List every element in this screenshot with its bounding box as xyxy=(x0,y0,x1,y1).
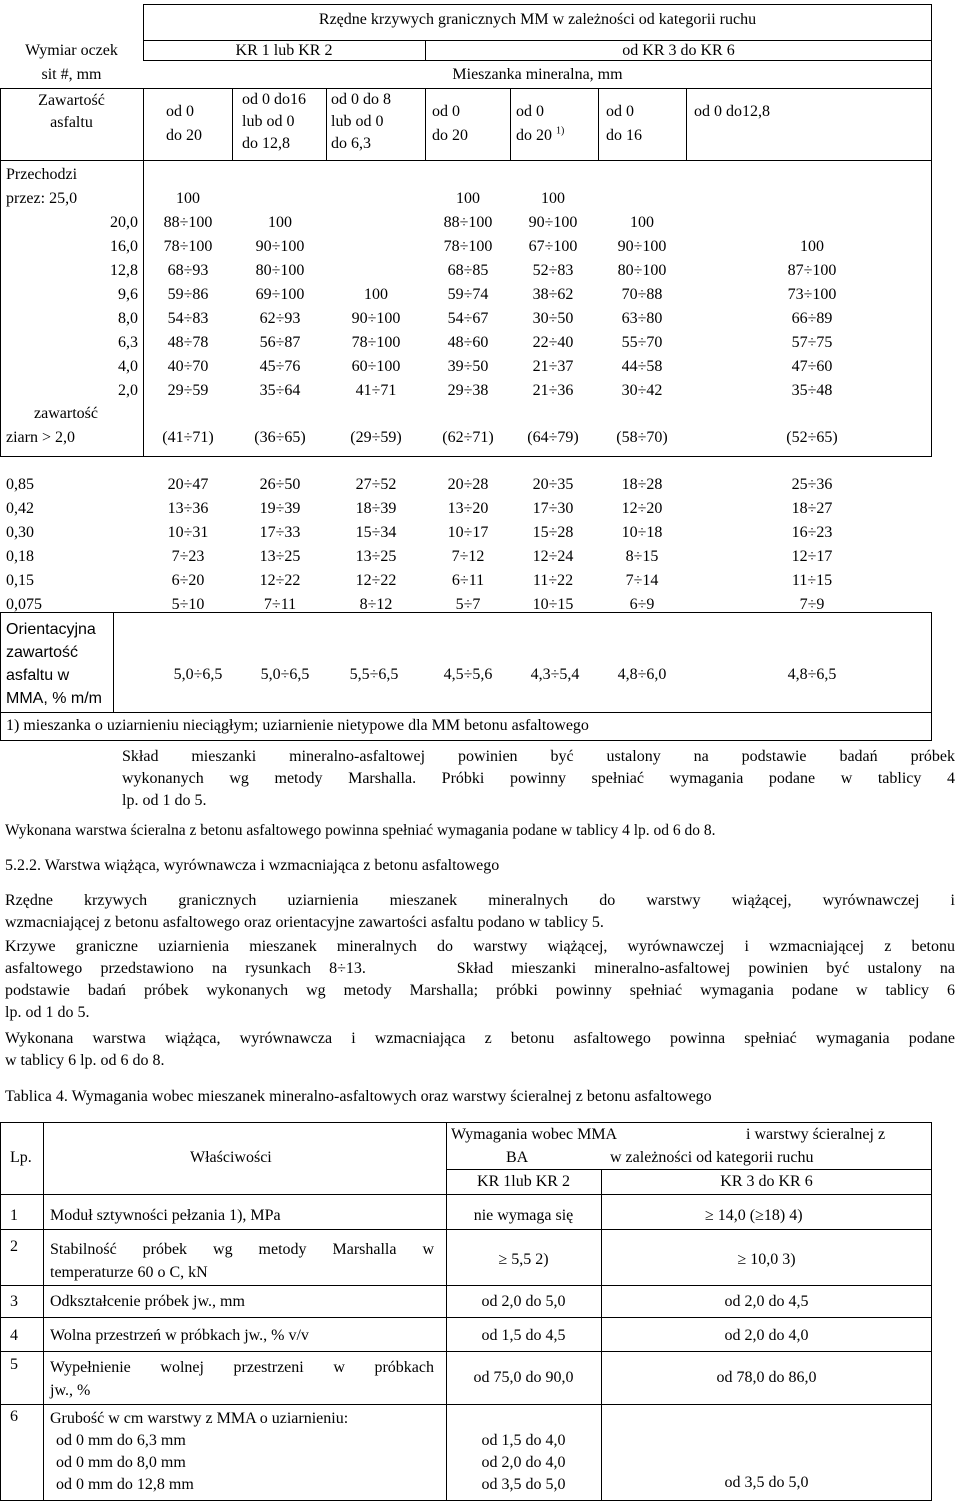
table-cell: 55÷70 xyxy=(621,334,663,351)
row-kr36: od 3,5 do 5,0 xyxy=(724,1474,809,1491)
table-cell: 10÷31 xyxy=(167,524,209,541)
table-footnote: 1) mieszanka o uziarnieniu nieciągłym; uziarnienie nietypowe dla MM betonu asfaltowego xyxy=(6,717,589,734)
table-cell: 69÷100 xyxy=(255,286,305,303)
table-cell: 45÷76 xyxy=(259,358,301,375)
sieve-label: 4,0 xyxy=(118,358,138,375)
header-kr36: KR 3 do KR 6 xyxy=(720,1173,813,1190)
table-cell: 6÷11 xyxy=(451,572,485,589)
table-cell: 80÷100 xyxy=(255,262,305,279)
row-kr36: ≥ 10,0 3) xyxy=(737,1251,796,1268)
table-cell: 7÷23 xyxy=(171,548,205,565)
sieve-label: 2,0 xyxy=(118,382,138,399)
table-cell: 78÷100 xyxy=(351,334,401,351)
passes-label-1: Przechodzi xyxy=(6,166,78,183)
row-kr12: od 1,5 do 4,0 od 2,0 do 4,0 od 3,5 do 5,0 xyxy=(481,1432,566,1493)
row-property: Odkształcenie próbek jw., mm xyxy=(50,1293,245,1310)
table-cell: 11÷22 xyxy=(532,572,574,589)
table-cell: 100 xyxy=(541,190,565,207)
orient-cell: 4,5÷5,6 xyxy=(443,666,493,683)
table-cell: 29÷59 xyxy=(167,382,209,399)
sieve-label: 8,0 xyxy=(118,310,138,327)
table-cell: 68÷85 xyxy=(447,262,489,279)
orient-cell: 5,0÷6,5 xyxy=(173,666,223,683)
table-cell: 70÷88 xyxy=(621,286,663,303)
table-cell: 90÷100 xyxy=(351,310,401,327)
table-cell: 20÷35 xyxy=(532,476,574,493)
sieve-label: 20,0 xyxy=(110,214,138,231)
sieve-label: 0,075 xyxy=(6,596,42,613)
table-cell: 21÷37 xyxy=(532,358,574,375)
table-cell: 30÷42 xyxy=(621,382,663,399)
grain-cell: (52÷65) xyxy=(786,429,838,446)
orient-cell: 5,0÷6,5 xyxy=(260,666,310,683)
sieve-label: 12,8 xyxy=(110,262,138,279)
row-kr36: ≥ 14,0 (≥18) 4) xyxy=(705,1207,803,1224)
row-kr36: od 78,0 do 86,0 xyxy=(716,1369,817,1386)
section-number: 5.2.2. xyxy=(5,857,41,874)
table-cell: 57÷75 xyxy=(791,334,833,351)
table-cell: 30÷50 xyxy=(532,310,574,327)
table-cell: 19÷39 xyxy=(259,500,301,517)
row-lp: 3 xyxy=(10,1293,18,1310)
row-property: Wypełnienie wolnej przestrzeni w próbkach jw., % xyxy=(50,1359,434,1399)
table-cell: 63÷80 xyxy=(621,310,663,327)
grain-label-1: zawartość xyxy=(34,405,98,422)
sieve-label: 0,30 xyxy=(6,524,34,541)
table-cell: 18÷39 xyxy=(355,500,397,517)
table-cell: 68÷93 xyxy=(167,262,209,279)
row-lp: 1 xyxy=(10,1207,18,1224)
table-cell: 5÷10 xyxy=(171,596,205,613)
table-cell: 44÷58 xyxy=(621,358,663,375)
table-cell: 100 xyxy=(364,286,388,303)
table-cell: 78÷100 xyxy=(163,238,213,255)
row-kr12: od 2,0 do 5,0 xyxy=(481,1293,566,1310)
table-cell: 13÷20 xyxy=(447,500,489,517)
table-cell: 38÷62 xyxy=(532,286,574,303)
table-cell: 7÷9 xyxy=(799,596,825,613)
table-cell: 59÷86 xyxy=(167,286,209,303)
table4-caption: Tablica 4. Wymagania wobec mieszanek mineralno-asfaltowych oraz warstwy ścieralnej z betonu asfaltowego xyxy=(5,1088,712,1105)
table-cell: 88÷100 xyxy=(443,214,493,231)
table-cell: 100 xyxy=(800,238,824,255)
table-cell: 48÷60 xyxy=(447,334,489,351)
table-cell: 25÷36 xyxy=(791,476,833,493)
table-cell: 100 xyxy=(176,190,200,207)
table-cell: 59÷74 xyxy=(447,286,489,303)
row-label-sieve-1: Wymiar oczek xyxy=(25,42,118,59)
col-header-2: od 0 do16 lub od 0 do 12,8 xyxy=(242,91,306,152)
table-cell: 73÷100 xyxy=(787,286,837,303)
row-kr12: ≥ 5,5 2) xyxy=(498,1251,549,1268)
table-cell: 15÷34 xyxy=(355,524,397,541)
table-cell: 40÷70 xyxy=(167,358,209,375)
grain-cell: (36÷65) xyxy=(254,429,306,446)
table-cell: 60÷100 xyxy=(351,358,401,375)
group-kr36: od KR 3 do KR 6 xyxy=(622,42,735,59)
table-cell: 12÷24 xyxy=(532,548,574,565)
table-cell: 66÷89 xyxy=(791,310,833,327)
sieve-label: 9,6 xyxy=(118,286,138,303)
grain-cell: (64÷79) xyxy=(527,429,579,446)
table-cell: 48÷78 xyxy=(167,334,209,351)
table-cell: 18÷28 xyxy=(621,476,663,493)
table-cell: 12÷20 xyxy=(621,500,663,517)
orient-label: Orientacyjna zawartość asfaltu w MMA, % m/m xyxy=(6,621,102,707)
table-cell: 39÷50 xyxy=(447,358,489,375)
table-cell: 78÷100 xyxy=(443,238,493,255)
row-lp: 2 xyxy=(10,1238,18,1255)
passes-label-2: przez: 25,0 xyxy=(6,190,78,207)
table-cell: 80÷100 xyxy=(617,262,667,279)
header-req-1b: BA xyxy=(506,1149,529,1166)
grain-cell: (58÷70) xyxy=(616,429,668,446)
section-title: Warstwa wiążąca, wyrównawcza i wzmacniająca z betonu asfaltowego xyxy=(44,857,500,874)
sieve-label: 0,42 xyxy=(6,500,34,517)
table-cell: 20÷28 xyxy=(447,476,489,493)
section-heading xyxy=(5,857,499,875)
table-cell: 6÷9 xyxy=(629,596,655,613)
table-cell: 47÷60 xyxy=(791,358,833,375)
orient-cell: 4,8÷6,5 xyxy=(787,666,837,683)
table-cell: 100 xyxy=(268,214,292,231)
table-cell: 7÷12 xyxy=(451,548,485,565)
table-cell: 54÷67 xyxy=(447,310,489,327)
table-cell: 13÷25 xyxy=(355,548,397,565)
table-cell: 87÷100 xyxy=(787,262,837,279)
col-header-7: od 0 do12,8 xyxy=(694,103,770,120)
header-req-2: i warstwy ścieralnej z xyxy=(746,1126,886,1143)
grain-cell: (41÷71) xyxy=(162,429,214,446)
table-cell: 90÷100 xyxy=(528,214,578,231)
group-kr12: KR 1 lub KR 2 xyxy=(235,42,333,59)
col-header-4: od 0 do 20 xyxy=(432,103,468,144)
table-cell: 22÷40 xyxy=(532,334,574,351)
header-kr12: KR 1lub KR 2 xyxy=(477,1173,570,1190)
table-cell: 8÷15 xyxy=(625,548,659,565)
table-cell: 54÷83 xyxy=(167,310,209,327)
table-cell: 56÷87 xyxy=(259,334,301,351)
table-cell: 27÷52 xyxy=(355,476,397,493)
header-properties: Właściwości xyxy=(190,1149,272,1166)
row-kr12: od 1,5 do 4,5 xyxy=(481,1327,566,1344)
row-kr36: od 2,0 do 4,0 xyxy=(724,1327,809,1344)
table-cell: 16÷23 xyxy=(791,524,833,541)
sieve-label: 6,3 xyxy=(118,334,138,351)
paragraph-2: Wykonana warstwa ścieralna z betonu asfaltowego powinna spełniać wymagania podane w tablicy 4 lp. od 6 do 8. xyxy=(5,822,716,839)
table-cell: 13÷36 xyxy=(167,500,209,517)
row-lp: 6 xyxy=(10,1408,18,1425)
table-cell: 20÷47 xyxy=(167,476,209,493)
table-cell: 10÷15 xyxy=(532,596,574,613)
table-cell: 100 xyxy=(456,190,480,207)
header-lp: Lp. xyxy=(10,1149,32,1166)
grain-cell: (29÷59) xyxy=(350,429,402,446)
row-lp: 5 xyxy=(10,1356,18,1373)
row-label-asphalt-1: Zawartość xyxy=(38,92,105,109)
table-cell: 29÷38 xyxy=(447,382,489,399)
col-header-3: od 0 do 8 lub od 0 do 6,3 xyxy=(331,91,391,152)
table-cell: 5÷7 xyxy=(455,596,481,613)
sieve-label: 0,15 xyxy=(6,572,34,589)
grain-label-2: ziarn > 2,0 xyxy=(6,429,75,446)
table-cell: 7÷14 xyxy=(625,572,659,589)
table-cell: 11÷15 xyxy=(791,572,833,589)
table-cell: 26÷50 xyxy=(259,476,301,493)
mix-header: Mieszanka mineralna, mm xyxy=(452,66,623,83)
table-cell: 10÷18 xyxy=(621,524,663,541)
header-req-2b: w zależności od kategorii ruchu xyxy=(610,1149,814,1166)
table-cell: 90÷100 xyxy=(617,238,667,255)
table-cell: 17÷30 xyxy=(532,500,574,517)
table-cell: 35÷64 xyxy=(259,382,301,399)
col-header-5: od 0 do 20 $^{1)}$ xyxy=(516,103,565,144)
sieve-label: 16,0 xyxy=(110,238,138,255)
paragraph-3: Rzędne krzywych granicznych uziarnienia mieszanek mineralnych do warstwy wiążącej, wyrównawczej i wzmacniającej z betonu asfaltowego oraz orientacyjne zawartości asfaltu podano w tablicy 5. xyxy=(5,892,955,931)
sieve-label: 0,18 xyxy=(6,548,34,565)
table-cell: 8÷12 xyxy=(359,596,393,613)
table-cell: 6÷20 xyxy=(171,572,205,589)
row-kr12: od 75,0 do 90,0 xyxy=(473,1369,574,1386)
row-property: Grubość w cm warstwy z MMA o uziarnieniu: od 0 mm do 6,3 mm od 0 mm do 8,0 mm od 0 mm do 12,8 mm xyxy=(50,1410,349,1493)
table-cell: 12÷17 xyxy=(791,548,833,565)
table-cell: 15÷28 xyxy=(532,524,574,541)
row-kr12: nie wymaga się xyxy=(473,1207,574,1224)
table-cell: 18÷27 xyxy=(791,500,833,517)
row-kr36: od 2,0 do 4,5 xyxy=(724,1293,809,1310)
table-cell: 67÷100 xyxy=(528,238,578,255)
col-header-1: od 0 do 20 xyxy=(166,103,202,144)
paragraph-5: Wykonana warstwa wiążąca, wyrównawcza i wzmacniająca z betonu asfaltowego powinna spełniać wymagania podane w tablicy 6 lp. od 6 do 8. xyxy=(5,1030,955,1069)
table-cell: 90÷100 xyxy=(255,238,305,255)
grain-cell: (62÷71) xyxy=(442,429,494,446)
table-cell: 12÷22 xyxy=(355,572,397,589)
table-cell: 10÷17 xyxy=(447,524,489,541)
table-cell: 41÷71 xyxy=(355,382,397,399)
table-cell: 13÷25 xyxy=(259,548,301,565)
orient-cell: 5,5÷6,5 xyxy=(349,666,399,683)
row-label-sieve-2: sit #, mm xyxy=(41,66,102,83)
header-req-1: Wymagania wobec MMA xyxy=(451,1126,618,1143)
table-cell: 88÷100 xyxy=(163,214,213,231)
paragraph-4: Krzywe graniczne uziarnienia mieszanek mineralnych do warstwy wiążącej, wyrównawczej i wzmacniającej z betonu asfaltowego przedstawiono na rysunkach 8÷13. Skład mieszanki mineralno-asfaltowej powinien być ustalony na podstawie badań próbek wykonanych wg metody Marshalla; próbki powinny spełniać wymagania podane w tablicy 6 lp. od 1 do 5. xyxy=(5,938,955,1021)
col-header-6: od 0 do 16 xyxy=(606,103,642,144)
table-cell: 62÷93 xyxy=(259,310,301,327)
table-cell: 12÷22 xyxy=(259,572,301,589)
sieve-label: 0,85 xyxy=(6,476,34,493)
row-label-asphalt-2: asfaltu xyxy=(50,114,93,131)
row-lp: 4 xyxy=(10,1327,18,1344)
table-cell: 100 xyxy=(630,214,654,231)
orient-cell: 4,8÷6,0 xyxy=(617,666,667,683)
row-property: Stabilność próbek wg metody Marshalla w temperaturze 60 o C, kN xyxy=(50,1241,434,1281)
table-cell: 17÷33 xyxy=(259,524,301,541)
orient-cell: 4,3÷5,4 xyxy=(530,666,580,683)
table-cell: 21÷36 xyxy=(532,382,574,399)
row-property: Moduł sztywności pełzania 1), MPa xyxy=(50,1207,281,1224)
table-cell: 52÷83 xyxy=(532,262,574,279)
table-cell: 7÷11 xyxy=(263,596,297,613)
table-title: Rzędne krzywych granicznych MM w zależności od kategorii ruchu xyxy=(318,11,757,28)
row-property: Wolna przestrzeń w próbkach jw., % v/v xyxy=(50,1327,309,1344)
table-cell: 35÷48 xyxy=(791,382,833,399)
paragraph-1: Skład mieszanki mineralno-asfaltowej powinien być ustalony na podstawie badań próbek wykonanych wg metody Marshalla. Próbki powinny spełniać wymagania podane w tablicy 4 lp. od 1 do 5. xyxy=(122,748,955,809)
